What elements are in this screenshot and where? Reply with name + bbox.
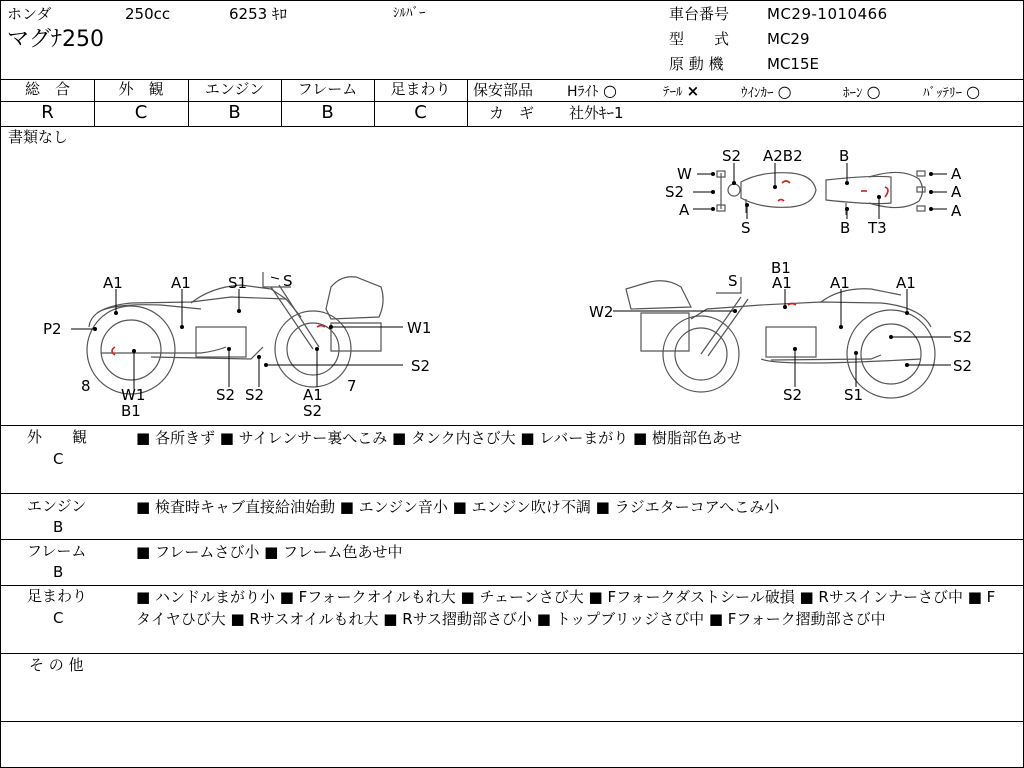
leader-lines — [71, 163, 951, 389]
grade-value-suspension: C — [414, 102, 427, 123]
frame-no-label: 車台番号 — [669, 5, 730, 23]
right-view-bike — [626, 277, 935, 398]
grade-value-frame: B — [321, 102, 334, 123]
model-name: マグﾅ250 — [7, 27, 104, 52]
divider — [1, 539, 1023, 540]
mileage: 6253 ｷﾛ — [229, 5, 287, 23]
section-grade-exterior: C — [53, 450, 64, 468]
divider — [467, 101, 1023, 102]
divider — [1, 425, 1023, 426]
diagram-label: S2 — [722, 147, 742, 165]
diagram-label: B1 — [121, 402, 141, 420]
diagram-label: A1 — [772, 274, 792, 292]
section-title-exterior: 外 観 — [27, 428, 88, 446]
section-title-other: そ の 他 — [29, 656, 84, 674]
damage-mark — [885, 187, 888, 197]
damage-diagram — [1, 127, 1023, 425]
engine-label: 原 動 機 — [669, 55, 724, 73]
diagram-label: W1 — [121, 386, 146, 404]
diagram-label: A1 — [103, 274, 123, 292]
section-title-frame: フレーム — [27, 542, 87, 560]
diagram-label: A — [951, 165, 962, 183]
leader-dots — [93, 172, 933, 367]
grade-value-engine: B — [228, 102, 241, 123]
safety-item-winker: ｳｲﾝｶｰ ○ — [741, 82, 792, 101]
diagram-label: A1 — [171, 274, 191, 292]
damage-mark — [788, 304, 796, 306]
diagram-label: 8 — [81, 377, 91, 395]
diagram-labels — [43, 147, 972, 420]
diagram-label: S2 — [303, 402, 323, 420]
diagram-label: W2 — [589, 303, 614, 321]
damage-mark — [782, 181, 790, 183]
displacement: 250cc — [125, 5, 171, 23]
type-value: MC29 — [767, 30, 810, 48]
damage-mark — [112, 347, 115, 355]
diagram-label: 7 — [347, 377, 357, 395]
color: ｼﾙﾊﾞｰ — [393, 6, 426, 21]
diagram-label: S — [283, 272, 293, 290]
section-grade-suspension: C — [53, 609, 64, 627]
grade-value-exterior: C — [134, 102, 148, 123]
divider — [1, 721, 1023, 722]
section-title-suspension: 足まわり — [27, 587, 88, 605]
diagram-label: W — [677, 165, 692, 183]
key-value: 社外ｷｰ1 — [569, 104, 624, 122]
section-notes-engine: ■ 検査時キャブ直接給油始動 ■ エンジン音小 ■ エンジン吹け不調 ■ ラジエターコアへこみ小 — [136, 498, 780, 516]
diagram-label: S2 — [953, 357, 973, 375]
documents-status: 書類なし — [8, 128, 69, 146]
diagram-label: A1 — [303, 386, 323, 404]
diagram-label: B — [840, 219, 851, 237]
section-notes-frame: ■ フレームさび小 ■ フレーム色あせ中 — [136, 543, 403, 561]
diagram-label: W1 — [407, 319, 432, 337]
safety-item-horn: ﾎｰﾝ ○ — [843, 82, 881, 101]
diagram-label: S2 — [216, 386, 236, 404]
sketch-lines — [87, 171, 935, 398]
safety-item-battery: ﾊﾞｯﾃﾘｰ ○ — [923, 82, 981, 101]
diagram-label: S1 — [228, 274, 248, 292]
grade-value-overall: R — [41, 102, 54, 123]
diagram-label: S2 — [245, 386, 265, 404]
engine-value: MC15E — [767, 55, 819, 73]
diagram-label: S1 — [844, 386, 864, 404]
diagram-label: A1 — [830, 274, 850, 292]
grade-label-frame: フレーム — [297, 80, 358, 98]
diagram-label: S2 — [665, 183, 685, 201]
diagram-label: S2 — [411, 357, 431, 375]
section-grade-frame: B — [53, 563, 64, 581]
diagram-label: A — [679, 201, 690, 219]
section-title-engine: エンジン — [27, 497, 87, 515]
damage-mark — [778, 200, 784, 202]
grade-label-overall: 総 合 — [24, 80, 70, 98]
damage-mark — [317, 326, 325, 328]
frame-no: MC29-1010466 — [767, 5, 888, 23]
safety-item-tail: ﾃｰﾙ × — [663, 82, 700, 100]
maker: ホンダ — [7, 5, 52, 23]
type-label: 型 式 — [669, 30, 730, 48]
diagram-label: P2 — [43, 320, 62, 338]
divider — [467, 79, 468, 126]
diagram-label: A — [951, 202, 962, 220]
safety-item-headlight: Hﾗｲﾄ ○ — [567, 81, 617, 100]
diagram-label: S — [741, 219, 751, 237]
grade-label-exterior: 外 観 — [118, 80, 164, 98]
divider — [1, 493, 1023, 494]
diagram-label: B — [839, 147, 850, 165]
diagram-label: S — [728, 272, 738, 290]
diagram-label: B1 — [771, 259, 791, 277]
key-label: カ ギ — [489, 104, 535, 122]
diagram-label: S2 — [953, 328, 973, 346]
top-view-bike — [717, 171, 925, 215]
grade-label-suspension: 足まわり — [390, 80, 451, 98]
section-notes-exterior: ■ 各所きず ■ サイレンサー裏へこみ ■ タンク内さび大 ■ レバーまがり ■ 樹脂部色あせ — [136, 429, 743, 447]
diagram-label: A — [951, 183, 962, 201]
diagram-label: S2 — [783, 386, 803, 404]
safety-label: 保安部品 — [473, 81, 534, 99]
diagram-label: A1 — [896, 274, 916, 292]
diagram-label: A2B2 — [763, 147, 803, 165]
divider — [1, 653, 1023, 654]
grade-label-engine: エンジン — [204, 80, 265, 98]
section-notes-suspension: ■ ハンドルまがり小 ■ Fフォークオイルもれ大 ■ チェーンさび大 ■ Fフォークダストシール破損 ■ Rサスインナーさび中 ■ Fタイヤひび大 ■ Rサスオイルもれ大 ■ Rサス摺動部さび小 ■ トップブリッジさび中 ■ Fフォーク摺動部さび中 — [136, 588, 996, 628]
section-grade-engine: B — [53, 518, 64, 536]
diagram-label: T3 — [868, 219, 887, 237]
